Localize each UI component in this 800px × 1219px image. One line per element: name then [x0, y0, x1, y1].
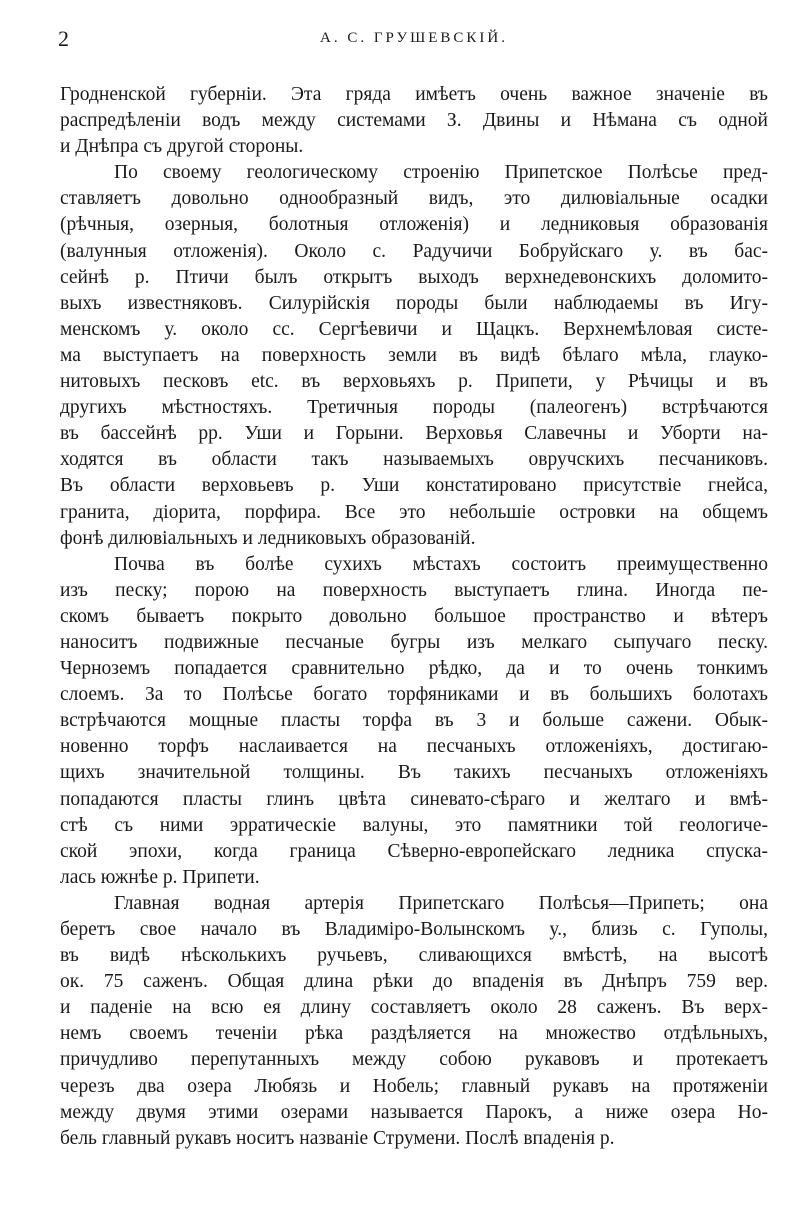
running-title: А. С. ГРУШЕВСКІЙ.: [320, 30, 508, 46]
text-line: [60, 82, 768, 108]
text-line: [60, 212, 768, 238]
text-line: [60, 395, 768, 421]
line-text: ма выступаетъ на поверхность земли въ видѣ бѣлаго мѣла, глауко-: [60, 344, 768, 366]
line-text: выхъ известняковъ. Силурійскія породы были наблюдаемы въ Игу-: [60, 292, 768, 314]
line-text: встрѣчаются мощные пласты торфа въ 3 и больше сажени. Обык-: [60, 710, 768, 732]
line-text: гранита, діорита, порфира. Все это небольшіе островки на общемъ: [60, 501, 768, 523]
line-text: новенно торфъ наслаивается на песчаныхъ отложеніяхъ, достигаю-: [60, 736, 768, 758]
text-line: [60, 630, 768, 656]
text-line: [60, 995, 768, 1021]
text-line: [60, 760, 768, 786]
line-text: Главная водная артерія Припетскаго Полѣсья—Припеть; она: [114, 892, 768, 914]
text-line: [60, 578, 768, 604]
text-line: [60, 500, 768, 526]
text-line: [60, 865, 768, 891]
text-line: [60, 917, 768, 943]
line-text: и Днѣпра съ другой стороны.: [60, 136, 304, 158]
text-line: [60, 108, 768, 134]
text-line: [60, 526, 768, 552]
line-text: между двумя этими озерами называется Парокъ, а ниже озера Но-: [60, 1101, 768, 1123]
line-text: распредѣленіи водъ между системами З. Двины и Нѣмана съ одной: [60, 110, 768, 132]
line-text: ской эпохи, когда граница Сѣверно-европейскаго ледника спуска-: [60, 840, 768, 862]
line-text: въ бассейнѣ рр. Уши и Горыни. Верховья Славечны и Уборти на-: [60, 423, 768, 445]
line-text: (валунныя отложенія). Около с. Радучичи Бобруйскаго у. въ бас-: [60, 240, 768, 262]
text-line: [60, 1126, 768, 1152]
text-line: [60, 969, 768, 995]
page-header: [58, 26, 770, 56]
text-line: [60, 943, 768, 969]
line-text: немъ своемъ теченіи рѣка раздѣляется на множество отдѣльныхъ,: [60, 1023, 768, 1045]
line-text: ставляетъ довольно однообразный видъ, это дилювіальные осадки: [60, 188, 768, 210]
line-text: По своему геологическому строенію Припетское Полѣсье пред-: [114, 162, 768, 184]
text-line: [60, 343, 768, 369]
text-line: [60, 787, 768, 813]
line-text: Гродненской губерніи. Эта гряда имѣетъ очень важное значеніе въ: [60, 84, 768, 105]
text-line: [60, 239, 768, 265]
line-text: (рѣчныя, озерныя, болотныя отложенія) и ледниковыя образованія: [60, 214, 768, 236]
line-text: Въ области верховьевъ р. Уши констатировано присутствіе гнейса,: [60, 475, 768, 497]
line-text: попадаются пласты глинъ цвѣта синевато-сѣраго и желтаго и вмѣ-: [60, 788, 768, 810]
line-text: въ видѣ нѣсколькихъ ручьевъ, сливающихся вмѣстѣ, на высотѣ: [60, 945, 768, 967]
line-text: бель главный рукавъ носитъ названіе Струмени. Послѣ впаденія р.: [60, 1127, 615, 1149]
line-text: беретъ свое начало въ Владиміро-Волынскомъ у., близь с. Гуполы,: [60, 919, 768, 940]
text-line: [60, 891, 768, 917]
paragraph: [60, 82, 768, 160]
paragraph: [60, 891, 768, 1152]
line-text: причудливо перепутанныхъ между собою рукавовъ и протекаетъ: [60, 1049, 768, 1071]
line-text: Почва въ болѣе сухихъ мѣстахъ состоитъ преимущественно: [114, 553, 768, 575]
line-text: черезъ два озера Любязь и Нобель; главный рукавъ на протяженіи: [60, 1075, 768, 1097]
text-line: [60, 839, 768, 865]
line-text: слоемъ. За то Полѣсье богато торфяниками и въ большихъ болотахъ: [60, 684, 768, 706]
text-line: [60, 656, 768, 682]
line-text: нитовыхъ песковъ etc. въ верховьяхъ р. Припети, у Рѣчицы и въ: [60, 371, 768, 393]
paragraph: [60, 160, 768, 551]
line-text: скомъ бываетъ покрыто довольно большое пространство и вѣтеръ: [60, 605, 768, 627]
text-line: [60, 160, 768, 186]
text-line: [60, 604, 768, 630]
line-text: наноситъ подвижные песчаные бугры изъ мелкаго сыпучаго песку.: [60, 631, 768, 653]
text-line: [60, 1100, 768, 1126]
text-line: [60, 447, 768, 473]
line-text: Черноземъ попадается сравнительно рѣдко, да и то очень тонкимъ: [60, 658, 768, 680]
line-text: изъ песку; порою на поверхность выступаетъ глина. Иногда пе-: [60, 579, 768, 601]
text-line: [60, 186, 768, 212]
text-line: [60, 317, 768, 343]
text-line: [60, 734, 768, 760]
line-text: лась южнѣе р. Припети.: [60, 866, 260, 888]
line-text: и паденіе на всю ея длину составляетъ около 28 саженъ. Въ верх-: [60, 997, 768, 1019]
line-text: фонѣ дилювіальныхъ и ледниковыхъ образованій.: [60, 527, 476, 549]
page-number: 2: [58, 26, 69, 51]
line-text: щихъ значительной толщины. Въ такихъ песчаныхъ отложеніяхъ: [60, 762, 768, 784]
line-text: ходятся въ области такъ называемыхъ овручскихъ песчаниковъ.: [60, 449, 768, 471]
line-text: сейнѣ р. Птичи былъ открытъ выходъ верхнедевонскихъ доломито-: [60, 266, 768, 288]
text-line: [60, 682, 768, 708]
text-line: [60, 291, 768, 317]
text-line: [60, 1074, 768, 1100]
text-line: [60, 1047, 768, 1073]
line-text: менскомъ у. около сс. Сергѣевичи и Щацкъ. Верхнемѣловая систе-: [60, 318, 768, 340]
text-line: [60, 552, 768, 578]
page-body: [60, 82, 768, 1152]
paragraph: [60, 552, 768, 891]
line-text: стѣ съ ними эрратическіе валуны, это памятники той геологиче-: [60, 814, 768, 836]
text-line: [60, 265, 768, 291]
text-line: [60, 369, 768, 395]
text-line: [60, 134, 768, 160]
text-line: [60, 1021, 768, 1047]
text-line: [60, 421, 768, 447]
line-text: другихъ мѣстностяхъ. Третичныя породы (палеогенъ) встрѣчаются: [60, 397, 768, 419]
text-line: [60, 473, 768, 499]
text-line: [60, 813, 768, 839]
line-text: ок. 75 саженъ. Общая длина рѣки до впаденія въ Днѣпръ 759 вер.: [60, 971, 768, 993]
text-line: [60, 708, 768, 734]
